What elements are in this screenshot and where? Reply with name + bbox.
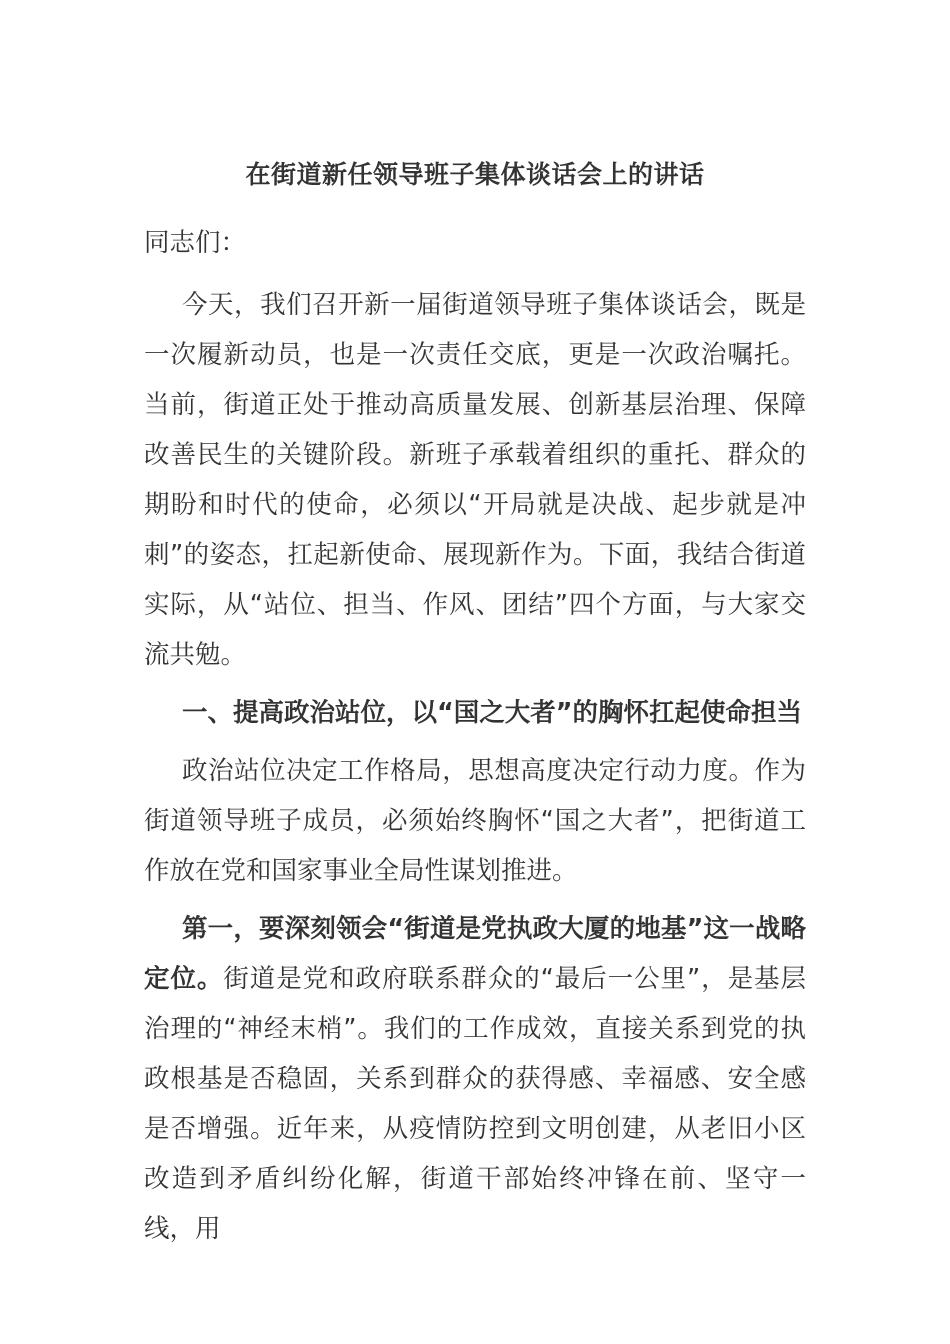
section-heading-1: 一、提高政治站位，以“国之大者”的胸怀扛起使命担当 [182,698,803,728]
point-1-body: 街道是党和政府联系群众的“最后一公里”，是基层治理的“神经末梢”。我们的工作成效，直接关系到党的执政根基是否稳固，关系到群众的获得感、幸福感、安全感是否增强。近年来，从疫情防控到文明创建，从老旧小区改造到矛盾纠纷化解，街道干部始终冲锋在前、坚守一线，用 [144,964,806,1244]
document-body [144,218,806,1254]
document-title: 在街道新任领导班子集体谈话会上的讲话 [245,160,705,189]
paragraph-opening: 今天，我们召开新一届街道领导班子集体谈话会，既是一次履新动员，也是一次责任交底，更是一次政治嘱托。当前，街道正处于推动高质量发展、创新基层治理、保障改善民生的关键阶段。新班子承载着组织的重托、群众的期盼和时代的使命，必须以“开局就是决战、起步就是冲刺”的姿态，扛起新使命、展现新作为。下面，我结合街道实际，从“站位、担当、作风、团结”四个方面，与大家交流共勉。 [144,290,806,670]
salutation: 同志们： [144,228,247,258]
point-1-lead: 第一，要深刻领会“街道是党执政大厦的地基”这一战略定位。 [144,914,806,994]
paragraph-political-stance: 政治站位决定工作格局，思想高度决定行动力度。作为街道领导班子成员，必须始终胸怀“国之大者”，把街道工作放在党和国家事业全局性谋划推进。 [144,756,806,886]
paragraph-point-1 [144,904,806,1254]
